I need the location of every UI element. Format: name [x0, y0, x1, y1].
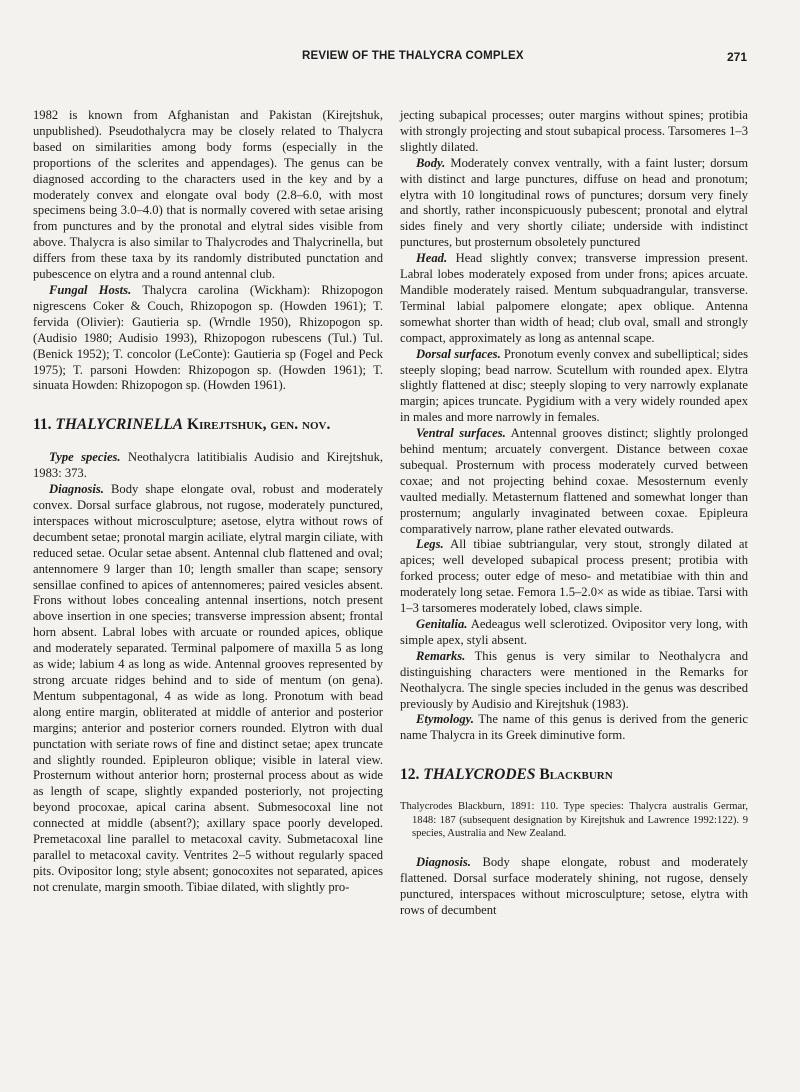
- head-text: Head slightly convex; transverse impression present. Labral lobes moderately exposed from under frons; apices arcuate. Mandible moderately raised. Mentum subquadrangular, transverse. Terminal labial palpomere elongate; apex oblique. Antenna somewhat shorter than width of head; club oval, small and strongly compact, approximately as long as antennal scape.: [400, 251, 748, 345]
- continued-paragraph: 1982 is known from Afghanistan and Pakistan (Kirejtshuk, unpublished). Pseudothalycra may be closely related to Thalycra based on similarities among body forms (especially in the proportions of the sclerites and appendages). The genus can be diagnosed according to the characters used in the key and by a moderately convex and elongate oval body (2.8–6.0, with most specimens being 3.0–4.0) that is normally covered with setae arising from punctures and by the pronotal and elytral sides visible from above. Thalycra is also similar to Thalycrodes and Thalycrinella, but differs from these taxa by its randomly distributed punctation and pubescence on elytra and a round antennal club.: [33, 108, 383, 282]
- dorsal-surfaces-text: Pronotum evenly convex and subelliptical; sides steeply sloping; bead narrow. Scutellum with rounded apex. Elytra slightly flattened at disc; steeply sloping to very narrowly explanate margin; apices truncate. Pygidium with a very widely rounded apex in males and more narrowly in females.: [400, 346, 748, 425]
- diagnosis-text: Body shape elongate oval, robust and moderately convex. Dorsal surface glabrous, not rugose, moderately punctured, interspaces without microsculpture; asetose, elytra without rows of decumbent setae; pronotal margin aciliate, elytral margin ciliate, with reduced setae. Ocular setae absent. Antennal club flattened and oval; antennomere 9 larger than 10; length smaller than scape; sensory sensillae confined to apices of antennomeres; paired vesicles absent. Frons without lobes concealing antennal insertions, notch present above insertion in one species; transverse impression absent; frontal horn absent. Labral lobes with arcuate or rounded apices, oblique and moderately separated. Terminal palpomere of maxilla 5 as long as wide; labium 4 as long as wide. Antennal grooves represented by strong arcuate ridges behind and to side of mentum (on gena). Mentum subpentagonal, 4 as wide as long. Pronotum with bead along entire margin, obliterated at middle of anterior and posterior margins; anterior and posterior corners rounded. Elytron with dual punctation with seriate rows of fine and distinct setae; apex truncate and slightly rounded. Epipleuron oblique; visible in lateral view. Prosternum without anterior horn; prosternal process about as wide as length of scape, slightly expanded posteriorly, not projecting beyond procoxae, apical carina absent. Submesocoxal line not connected at middle (absent?); axillary space poorly developed. Premetacoxal line parallel to metacoxal cavity. Submetacoxal line parallel to metacoxal cavity. Ventrites 2–5 without regularly spaced pits. Ovipositor long; style absent; gonocoxites not separated, apices not crenulate, margin smooth. Tibiae dilated, with slightly pro-: [33, 482, 383, 894]
- ventral-surfaces-text: Antennal grooves distinct; slightly prolonged behind mentum; arcuately convergent. Distance between coxae subequal. Prosternum with process moderately curved between coxae; and not projecting behind coxae. Mesosternum evenly vaulted medially. Metasternum flattened and somewhat longer than prosternum; angularly invaginated between coxae. Epipleura comparatively narrow, plane rather elevated outwards.: [400, 426, 749, 536]
- head-label: Head.: [416, 251, 448, 266]
- type-species-paragraph: [33, 450, 383, 482]
- section-genus-right: THALYCRODES: [423, 766, 536, 784]
- etymology-text: The name of this genus is derived from the generic name Thalycra in its Greek diminutive form.: [400, 712, 749, 743]
- section-number-right: 12.: [400, 766, 420, 784]
- section-number: 11.: [33, 416, 52, 434]
- remarks-text: This genus is very similar to Neothalycra and distinguishing characters were mentioned in the Remarks for Neothalycra. The single species included in the genus was described previously by Audisio and Kirejtshuk (1983).: [400, 648, 748, 711]
- right-column: [400, 108, 748, 919]
- diagnosis-text-right: Body shape elongate, robust and moderately flattened. Dorsal surface moderately shining, not rugose, densely punctured, interspaces without microsculpture; setose, elytra with rows of decumbent: [400, 855, 748, 917]
- genitalia-label: Genitalia.: [416, 617, 468, 631]
- remarks-label: Remarks.: [416, 648, 466, 663]
- body-paragraph: [400, 156, 748, 251]
- type-species-text: Neothalycra latitibialis Audisio and Kirejtshuk, 1983: 373.: [33, 450, 384, 481]
- legs-text: All tibiae subtriangular, very stout, strongly dilated at apices; well developed subapical process present; protibia with forked process; outer edge of meso- and metatibiae with thin and moderately long setae. Femora 1.5–2.0× as wide as tibiae. Tarsi with 1–3 tarsomeres moderately lobed, claws simple.: [400, 537, 748, 616]
- genitalia-paragraph: [400, 617, 748, 649]
- continued-paragraph-right: jecting subapical processes; outer margins without spines; protibia with strongly projecting and stout subapical process. Tarsomeres 1–3 slightly dilated.: [400, 108, 748, 154]
- left-column: [33, 108, 383, 896]
- fungal-hosts-label: Fungal Hosts.: [49, 282, 132, 297]
- body-label: Body.: [416, 155, 446, 170]
- ventral-surfaces-label: Ventral surfaces.: [416, 426, 506, 441]
- section-author: Kirejtshuk, gen. nov.: [187, 416, 331, 434]
- dorsal-surfaces-paragraph: [400, 347, 748, 427]
- running-title: REVIEW OF THE THALYCRA COMPLEX: [302, 50, 524, 62]
- diagnosis-label-right: Diagnosis.: [416, 855, 471, 870]
- diagnosis-label: Diagnosis.: [49, 482, 104, 497]
- genitalia-text: Aedeagus well sclerotized. Ovipositor very long, with simple apex, styli absent.: [400, 617, 748, 647]
- etymology-label: Etymology.: [416, 712, 474, 727]
- synonymy-citation: Thalycrodes Blackburn, 1891: 110. Type species: Thalycra australis Germar, 1848: 187 (subsequent designation by Kirejtshuk and Lawrence 1992:122). 9 species, Australia and New Zealand.: [400, 801, 748, 840]
- type-species-label: Type species.: [49, 450, 121, 465]
- section-author-right: Blackburn: [539, 766, 613, 784]
- section-genus: THALYCRINELLA: [55, 416, 184, 434]
- head-paragraph: [400, 251, 748, 346]
- remarks-paragraph: [400, 649, 748, 713]
- etymology-paragraph: [400, 712, 748, 744]
- page-number: 271: [727, 50, 748, 64]
- fungal-hosts-paragraph: [33, 283, 383, 394]
- diagnosis-paragraph-right: [400, 855, 748, 919]
- fungal-hosts-text: Thalycra carolina (Wickham): Rhizopogon nigrescens Coker & Couch, Rhizopogon sp. (Howden 1961); T. fervida (Olivier): Gautieria sp. (Wrndle 1950), Rhizopogon sp. (Audisio 1980; Audisio 1993), Rhizopogon rubescens (Tul.) Tul. (Benick 1952); T. concolor (LeConte): Gautieria sp (Fogel and Peck 1975); T. parsoni Howden: Rhizopogon sp. (Howden 1961); T. sinuata Howden: Rhizopogon sp. (Howden 1961).: [33, 282, 384, 393]
- ventral-surfaces-paragraph: [400, 426, 748, 537]
- page-header: [0, 50, 800, 68]
- diagnosis-paragraph: [33, 482, 383, 896]
- legs-label: Legs.: [416, 537, 444, 552]
- body-text: Moderately convex ventrally, with a faint luster; dorsum with distinct and large punctures, diffuse on head and pronotum; elytra with 10 longitudinal rows of punctures; dorsum very finely and shortly, rather inconspicuously pubescent; pronotal and elytral sides finely and very shortly ciliate; underside with indistinct punctures, but prosternum obsoletely punctured: [400, 155, 748, 250]
- section-heading-thalycrinella: [33, 416, 383, 434]
- dorsal-surfaces-label: Dorsal surfaces.: [416, 346, 501, 361]
- legs-paragraph: [400, 537, 748, 617]
- section-heading-thalycrodes: [400, 766, 748, 784]
